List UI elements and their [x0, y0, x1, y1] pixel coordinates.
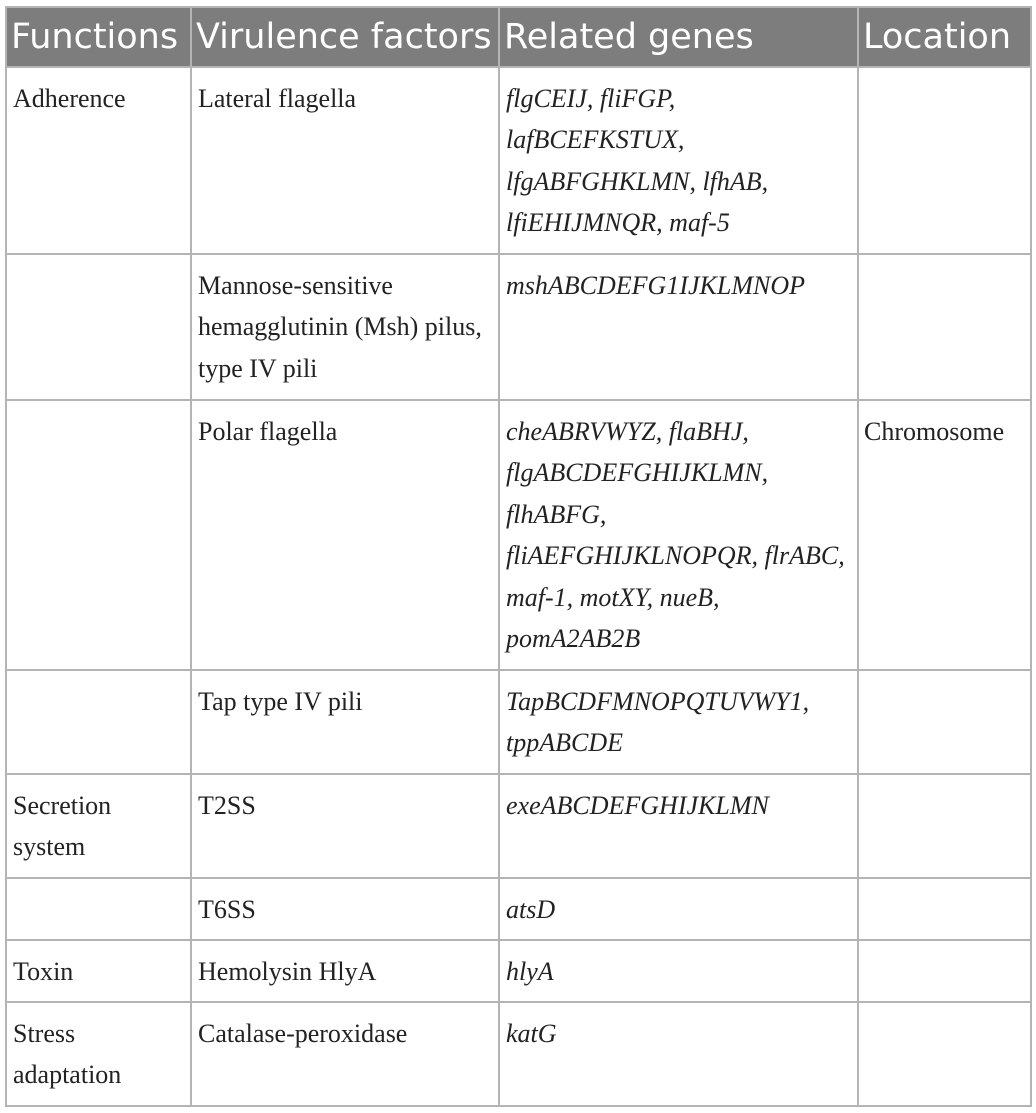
header-functions: Functions: [6, 7, 191, 67]
header-row: [6, 7, 1031, 67]
cell-function: Adherence: [6, 67, 191, 254]
cell-virulence-factor: T2SS: [191, 774, 499, 878]
table-row: [6, 878, 1031, 940]
cell-related-genes: flgCEIJ, fliFGP, lafBCEFKSTUX, lfgABFGHKLMN, lfhAB, lfiEHIJMNQR, maf-5: [499, 67, 858, 254]
cell-function: [6, 254, 191, 400]
virulence-factors-table: [5, 6, 1032, 1107]
table-row: [6, 940, 1031, 1002]
cell-virulence-factor: Lateral flagella: [191, 67, 499, 254]
cell-related-genes: katG: [499, 1002, 858, 1106]
cell-virulence-factor: Mannose-sensitive hemagglutinin (Msh) pilus, type IV pili: [191, 254, 499, 400]
table-header: [6, 7, 1031, 67]
cell-virulence-factor: T6SS: [191, 878, 499, 940]
cell-related-genes: hlyA: [499, 940, 858, 1002]
table-body: [6, 67, 1031, 1106]
cell-function: [6, 670, 191, 774]
cell-location: [858, 878, 1031, 940]
cell-location: [858, 774, 1031, 878]
cell-location: [858, 67, 1031, 254]
table-row: [6, 254, 1031, 400]
cell-location: [858, 670, 1031, 774]
table-row: [6, 1002, 1031, 1106]
cell-function: Secretion system: [6, 774, 191, 878]
cell-location: [858, 1002, 1031, 1106]
cell-related-genes: mshABCDEFG1IJKLMNOP: [499, 254, 858, 400]
cell-virulence-factor: Tap type IV pili: [191, 670, 499, 774]
cell-related-genes: cheABRVWYZ, flaBHJ, flgABCDEFGHIJKLMN, flhABFG, fliAEFGHIJKLNOPQR, flrABC, maf-1, motXY, nueB, pomA2AB2B: [499, 400, 858, 670]
cell-location: [858, 940, 1031, 1002]
cell-function: [6, 400, 191, 670]
cell-virulence-factor: Hemolysin HlyA: [191, 940, 499, 1002]
header-related-genes: Related genes: [499, 7, 858, 67]
cell-virulence-factor: Catalase-peroxidase: [191, 1002, 499, 1106]
header-location: Location: [858, 7, 1031, 67]
table-row: [6, 400, 1031, 670]
cell-virulence-factor: Polar flagella: [191, 400, 499, 670]
header-virulence-factors: Virulence factors: [191, 7, 499, 67]
cell-related-genes: TapBCDFMNOPQTUVWY1, tppABCDE: [499, 670, 858, 774]
cell-related-genes: atsD: [499, 878, 858, 940]
table-row: [6, 670, 1031, 774]
cell-related-genes: exeABCDEFGHIJKLMN: [499, 774, 858, 878]
cell-function: [6, 878, 191, 940]
cell-location: [858, 254, 1031, 400]
cell-function: Toxin: [6, 940, 191, 1002]
table-row: [6, 67, 1031, 254]
cell-function: Stress adaptation: [6, 1002, 191, 1106]
cell-location: Chromosome: [858, 400, 1031, 670]
table-row: [6, 774, 1031, 878]
